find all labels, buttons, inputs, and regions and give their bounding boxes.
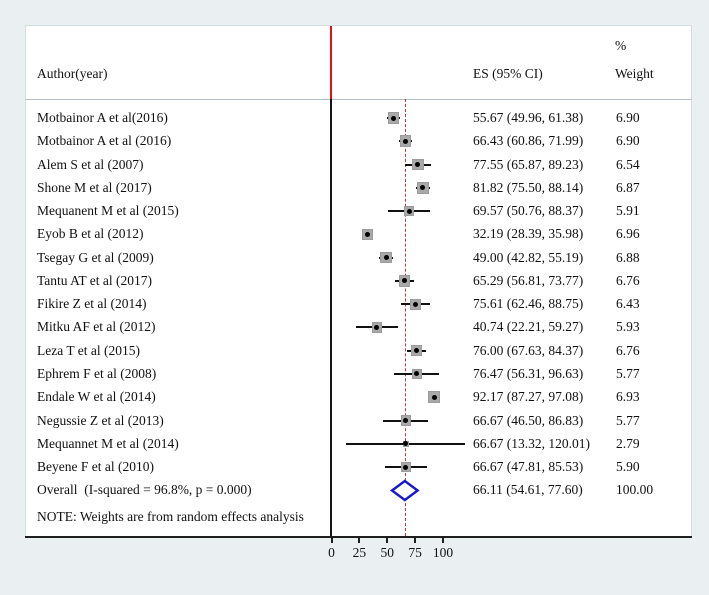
study-author-label: Negussie Z et al (2013) [37,412,164,428]
study-es-value: 77.55 (65.87, 89.23) [473,156,584,172]
overall-row-label: Overall (I-squared = 96.8%, p = 0.000) [37,482,252,498]
study-weight-value: 2.79 [616,435,640,451]
study-author-label: Mequanent M et al (2015) [37,203,179,219]
study-weight-value: 5.93 [616,319,640,335]
note-text: NOTE: Weights are from random effects analysis [37,509,304,524]
study-weight-value: 5.77 [616,365,640,381]
study-weight-value: 6.88 [616,249,640,265]
point-estimate-marker [407,209,412,214]
study-author-label: Beyene F et al (2010) [37,459,154,475]
study-es-value: 40.74 (22.21, 59.27) [473,319,584,335]
study-es-value: 66.43 (60.86, 71.99) [473,133,584,149]
study-weight-value: 5.77 [616,412,640,428]
point-estimate-marker [391,116,396,121]
study-es-value: 49.00 (42.82, 55.19) [473,249,584,265]
study-es-value: 76.00 (67.63, 84.37) [473,342,584,358]
x-axis-tick-label: 0 [328,545,335,560]
overall-weight-value: 100.00 [616,482,654,498]
study-weight-value: 6.43 [616,296,640,312]
weight-column-header: Weight [615,66,654,81]
study-es-value: 66.67 (46.50, 86.83) [473,412,584,428]
zero-line-header-red-segment [330,26,332,99]
overall-es-value: 66.11 (54.61, 77.60) [473,482,583,498]
study-es-value: 75.61 (62.46, 88.75) [473,296,584,312]
study-es-value: 76.47 (56.31, 96.63) [473,365,584,381]
study-author-label: Endale W et al (2014) [37,389,156,405]
study-author-label: Fikire Z et al (2014) [37,296,147,312]
point-estimate-marker [413,302,418,307]
point-estimate-marker [365,232,370,237]
point-estimate-marker [432,395,437,400]
study-es-value: 69.57 (50.76, 88.37) [473,203,584,219]
study-weight-value: 5.91 [616,203,640,219]
point-estimate-marker [403,139,408,144]
study-author-label: Motbainor A et al (2016) [37,133,172,149]
study-author-label: Leza T et al (2015) [37,342,140,358]
weight-percent-sign: % [615,38,627,53]
point-estimate-marker [414,348,419,353]
es-column-header: ES (95% CI) [473,66,543,81]
study-author-label: Ephrem F et al (2008) [37,365,157,381]
x-axis-tick-label: 25 [352,545,367,560]
study-author-label: Tsegay G et al (2009) [37,249,154,265]
study-weight-value: 6.96 [616,226,640,242]
zero-reference-line [330,99,332,536]
study-author-label: Mequannet M et al (2014) [37,435,179,451]
author-column-header: Author(year) [37,66,108,81]
study-es-value: 32.19 (28.39, 35.98) [473,226,584,242]
study-weight-value: 6.54 [616,156,640,172]
overall-diamond [387,476,447,506]
x-axis-tick-label: 100 [432,545,454,560]
x-axis-tick [331,537,333,543]
study-es-value: 81.82 (75.50, 88.14) [473,179,584,195]
x-axis-tick-label: 50 [380,545,394,560]
study-author-label: Motbainor A et al(2016) [37,110,168,125]
study-author-label: Alem S et al (2007) [37,156,144,172]
study-weight-value: 6.90 [616,133,640,149]
study-es-value: 66.67 (13.32, 120.01) [473,435,590,451]
x-axis-tick-label: 75 [408,545,422,560]
x-axis-tick [414,537,416,543]
study-author-label: Tantu AT et al (2017) [37,272,153,288]
study-weight-value: 6.76 [616,272,640,288]
study-author-label: Mitku AF et al (2012) [37,319,156,335]
study-author-label: Eyob B et al (2012) [37,226,144,242]
study-weight-value: 6.87 [616,179,640,195]
study-weight-value: 5.90 [616,459,640,475]
header-separator-line [25,99,692,100]
study-es-value: 66.67 (47.81, 85.53) [473,459,584,475]
point-estimate-marker [384,255,389,260]
study-author-label: Shone M et al (2017) [37,179,152,195]
study-weight-value: 6.90 [616,110,640,125]
study-es-value: 92.17 (87.27, 97.08) [473,389,584,405]
x-axis-tick [442,537,444,543]
study-weight-value: 6.76 [616,342,640,358]
point-estimate-marker [403,465,408,470]
study-weight-value: 6.93 [616,389,640,405]
x-axis-tick [358,537,360,543]
study-es-value: 55.67 (49.96, 61.38) [473,110,584,125]
study-es-value: 65.29 (56.81, 73.77) [473,272,584,288]
x-axis-tick [386,537,388,543]
